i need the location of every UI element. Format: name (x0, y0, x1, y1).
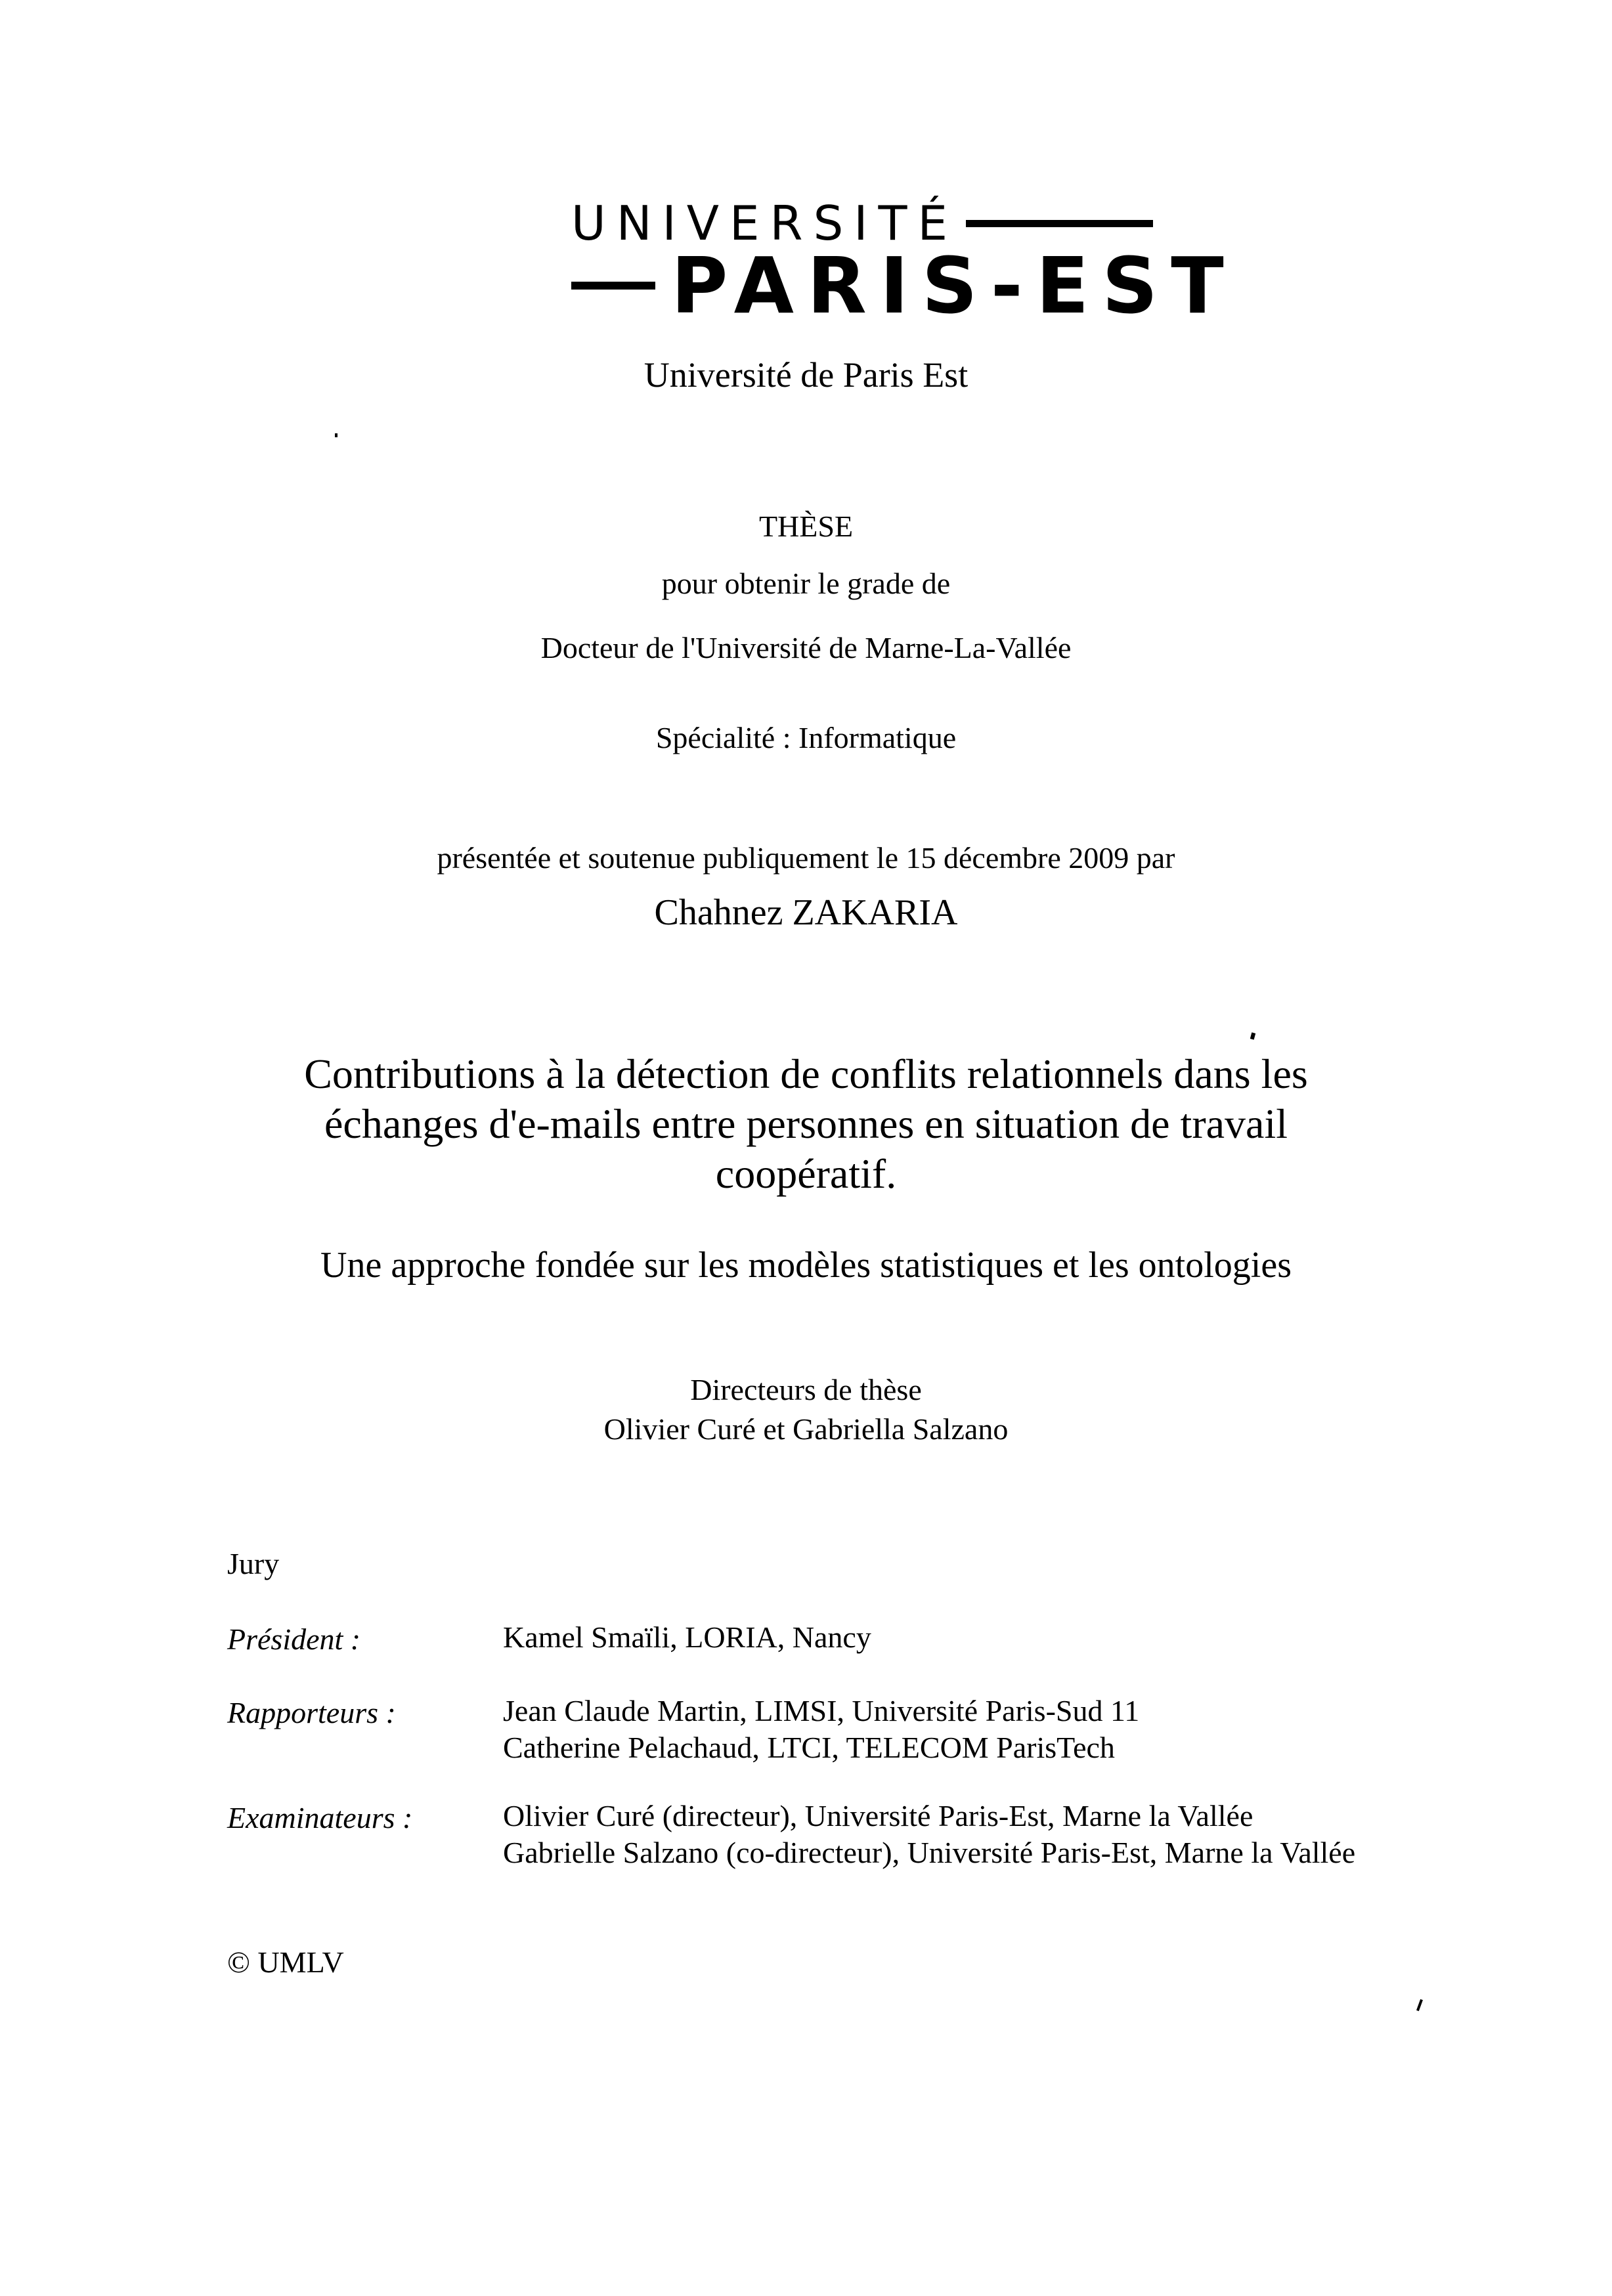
scan-speck (335, 433, 338, 437)
jury-member: Olivier Curé (directeur), Université Paris-Est, Marne la Vallée (503, 1799, 1253, 1832)
logo-bar-top (966, 220, 1153, 227)
thesis-purpose: pour obtenir le grade de (661, 567, 951, 600)
thesis-title-line: échanges d'e-mails entre personnes en situation de travail (324, 1100, 1288, 1147)
university-name: Université de Paris Est (643, 355, 969, 395)
jury-role-president: Président : (227, 1622, 361, 1656)
jury-member: Gabrielle Salzano (co-directeur), Université Paris-Est, Marne la Vallée (503, 1836, 1356, 1869)
scan-speck (1416, 1999, 1423, 2011)
logo-line-2: PARIS-EST (671, 240, 1237, 331)
thesis-title (0, 1049, 1612, 1199)
jury-members-examinateurs (503, 1798, 1355, 1871)
jury-member: Jean Claude Martin, LIMSI, Université Paris-Sud 11 (503, 1694, 1140, 1727)
jury-label: Jury (227, 1547, 280, 1580)
jury-role-rapporteurs: Rapporteurs : (227, 1696, 396, 1729)
jury-member: Catherine Pelachaud, LTCI, TELECOM ParisTech (503, 1731, 1115, 1764)
jury-members-rapporteurs (503, 1693, 1139, 1766)
copyright: © UMLV (227, 1945, 344, 1979)
thesis-author: Chahnez ZAKARIA (654, 892, 958, 933)
thesis-title-line: coopératif. (715, 1150, 897, 1197)
thesis-title-line: Contributions à la détection de conflits relationnels dans les (304, 1051, 1308, 1097)
logo-bar-bottom (571, 282, 655, 290)
thesis-specialty: Spécialité : Informatique (655, 721, 957, 754)
jury-member: Kamel Smaïli, LORIA, Nancy (503, 1620, 871, 1654)
jury-members-president (503, 1619, 871, 1656)
thesis-degree: Docteur de l'Université de Marne-La-Vallée (540, 631, 1072, 664)
directors-label: Directeurs de thèse (690, 1373, 922, 1406)
logo-line-1: UNIVERSITÉ (571, 196, 958, 251)
thesis-label: THÈSE (758, 509, 854, 543)
directors-names: Olivier Curé et Gabriella Salzano (603, 1412, 1009, 1446)
thesis-defense: présentée et soutenue publiquement le 15 décembre 2009 par (437, 841, 1175, 875)
scan-speck (1250, 1032, 1255, 1039)
university-logo-bottom (571, 240, 1237, 331)
jury-role-examinateurs: Examinateurs : (227, 1801, 413, 1834)
thesis-subtitle: Une approche fondée sur les modèles statistiques et les ontologies (320, 1245, 1292, 1286)
